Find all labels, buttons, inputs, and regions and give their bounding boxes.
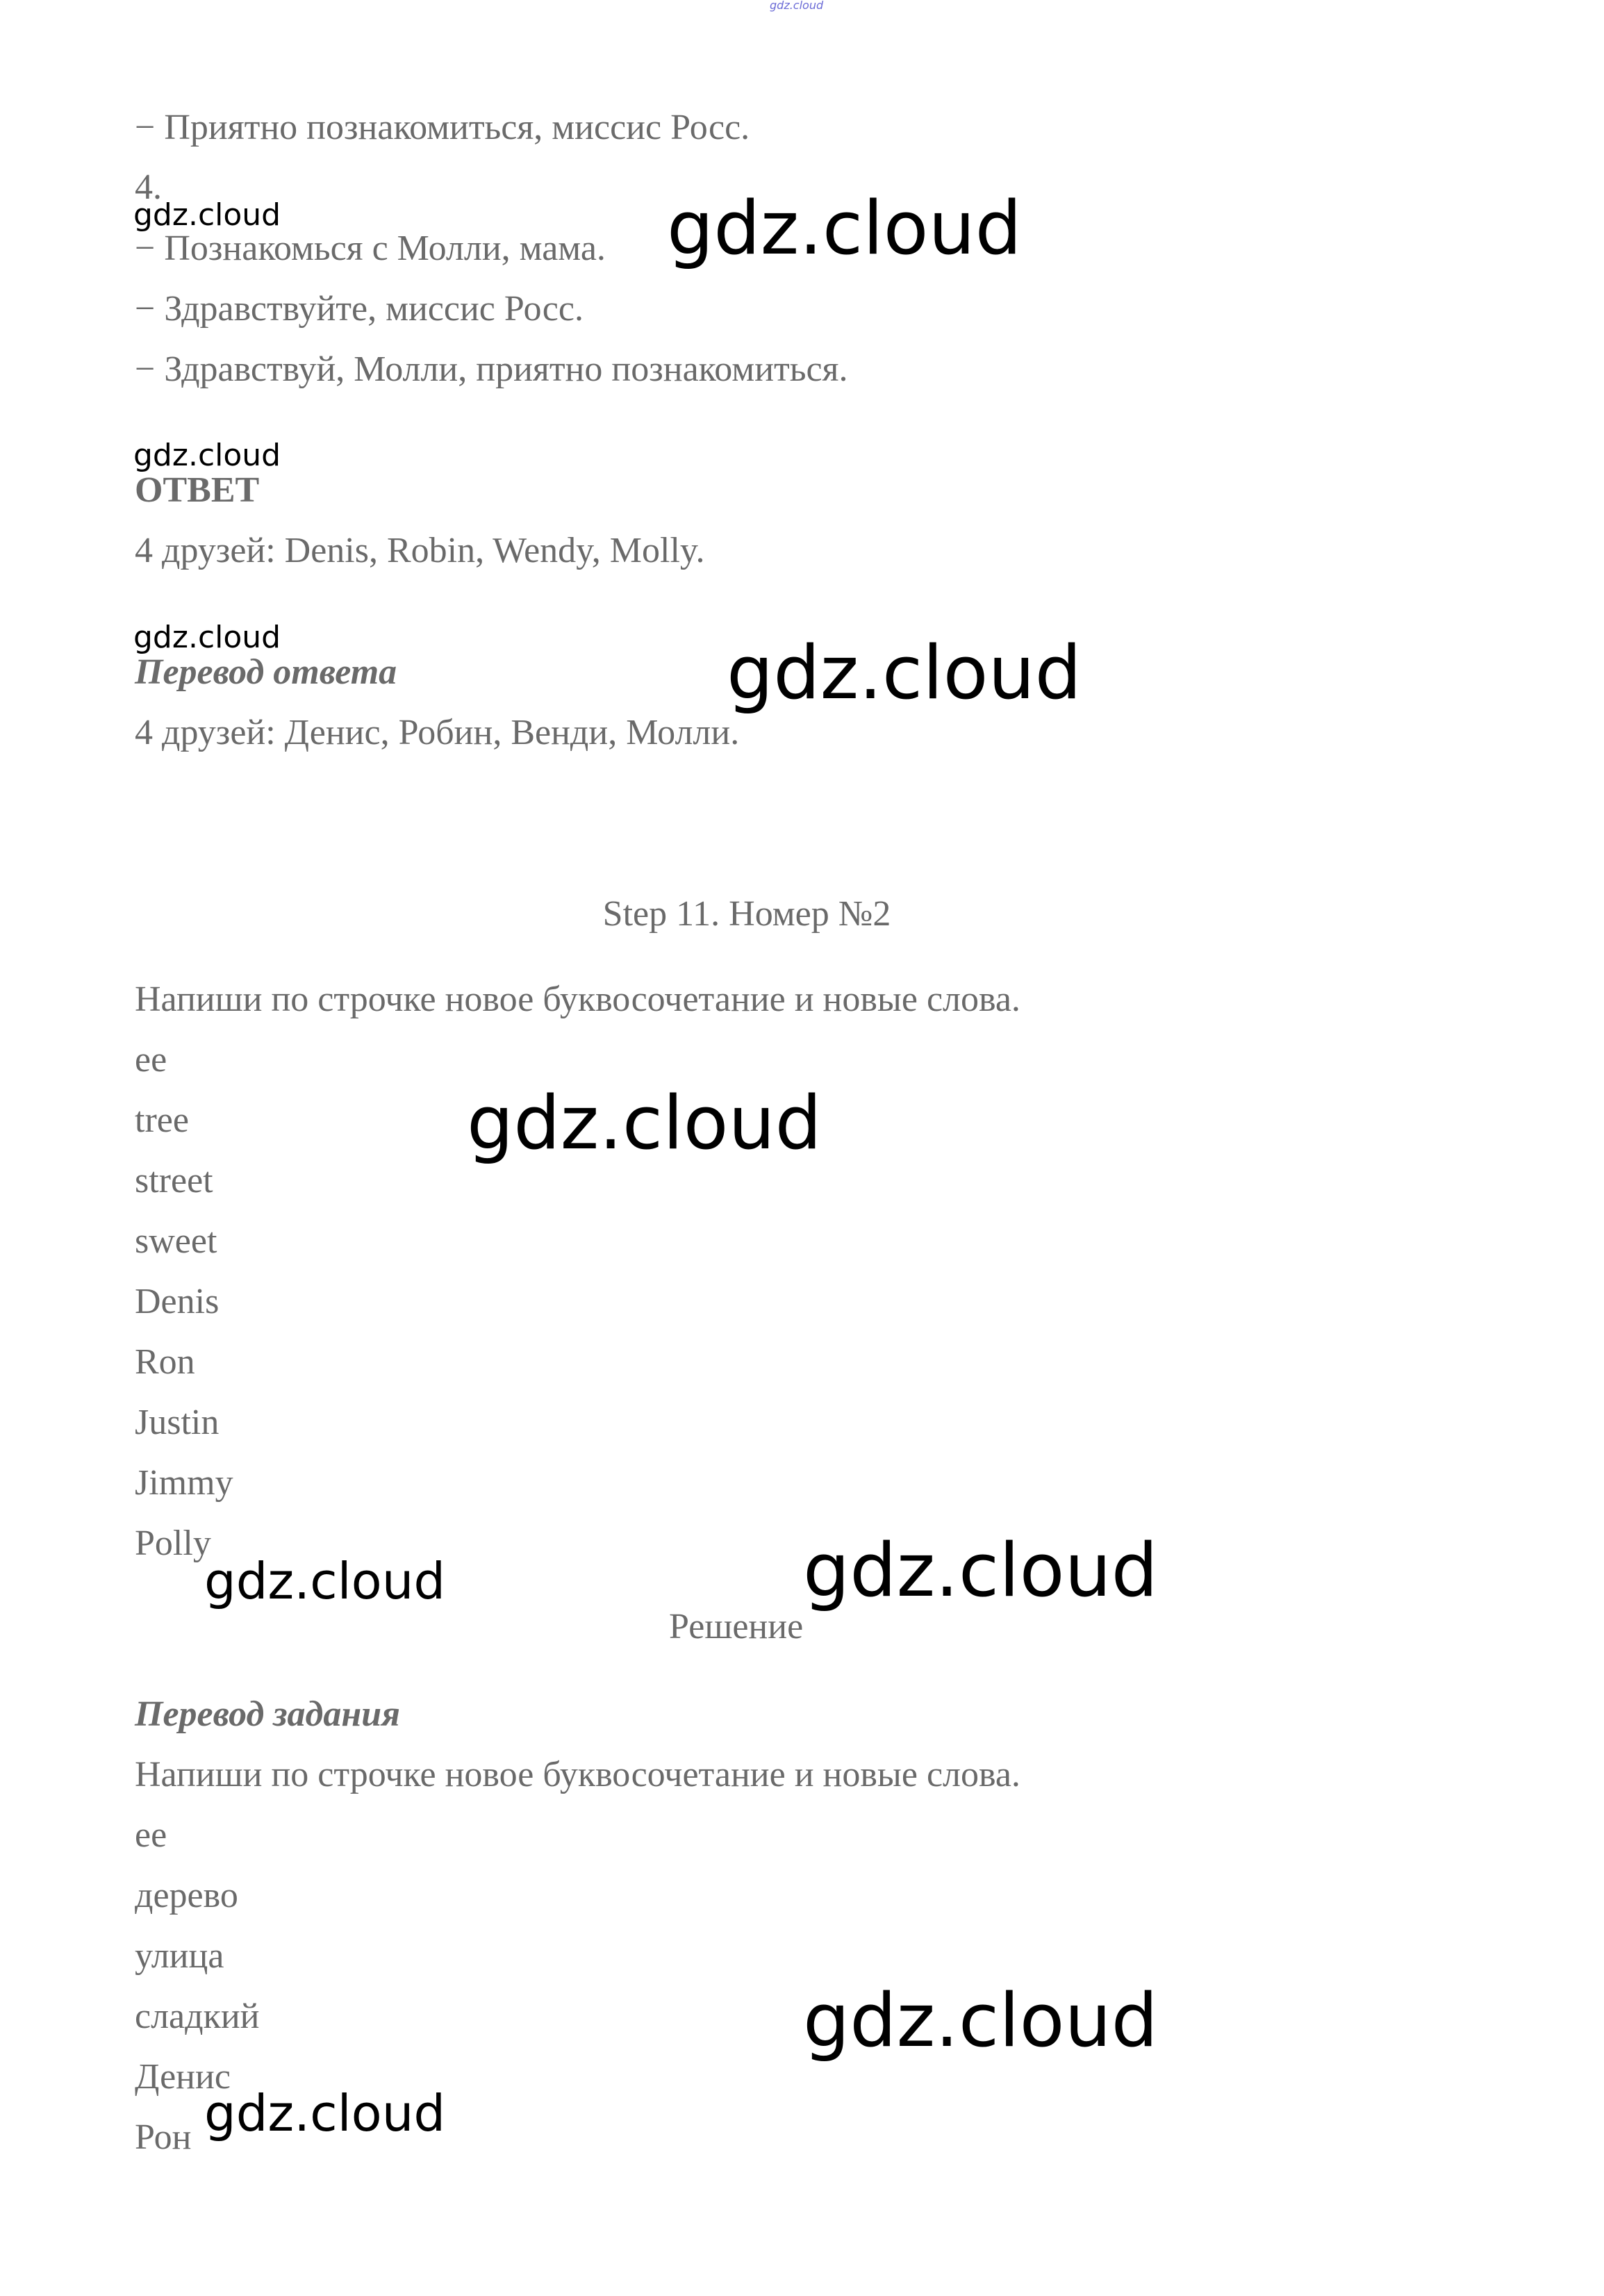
answer-translation-text: 4 друзей: Денис, Робин, Венди, Молли.: [135, 713, 740, 752]
word-item: Ron: [135, 1342, 195, 1382]
word-translation-item: дерево: [135, 1876, 238, 1915]
watermark-text: gdz.cloud: [133, 197, 281, 233]
task-instruction: Напиши по строчке новое буквосочетание и новые слова.: [135, 980, 1020, 1019]
answer-translation-heading: Перевод ответа: [135, 652, 397, 692]
word-item: Justin: [135, 1403, 220, 1442]
task-title: Step 11. Номер №2: [602, 894, 891, 934]
word-item: Denis: [135, 1282, 220, 1321]
watermark-text: gdz.cloud: [667, 185, 1022, 271]
dialogue-line: − Приятно познакомиться, миссис Росс.: [135, 108, 750, 147]
word-item: sweet: [135, 1221, 217, 1261]
word-item: Polly: [135, 1523, 211, 1563]
task-translation-heading: Перевод задания: [135, 1694, 400, 1734]
word-translation-item: Рон: [135, 2117, 192, 2157]
word-translation-item: ee: [135, 1815, 167, 1855]
word-item: Jimmy: [135, 1463, 233, 1503]
answer-heading: ОТВЕТ: [135, 470, 260, 510]
dialogue-line: − Познакомься с Молли, мама.: [135, 229, 606, 268]
dialogue-line: − Здравствуйте, миссис Росс.: [135, 289, 584, 329]
word-translation-item: улица: [135, 1936, 224, 1976]
task-translation-instruction: Напиши по строчке новое буквосочетание и новые слова.: [135, 1755, 1020, 1794]
watermark-text: gdz.cloud: [727, 630, 1082, 716]
word-item: street: [135, 1161, 213, 1200]
watermark-text: gdz.cloud: [204, 1552, 446, 1610]
watermark-text: gdz.cloud: [467, 1080, 822, 1166]
item-number: 4.: [135, 167, 162, 207]
dialogue-line: − Здравствуй, Молли, приятно познакомиться.: [135, 349, 848, 389]
watermark-text: gdz.cloud: [803, 1978, 1158, 2063]
word-item: tree: [135, 1100, 189, 1140]
answer-text: 4 друзей: Denis, Robin, Wendy, Molly.: [135, 531, 705, 570]
watermark-text: gdz.cloud: [803, 1528, 1158, 1613]
watermark-text: gdz.cloud: [133, 620, 281, 655]
top-watermark: gdz.cloud: [770, 0, 824, 12]
watermark-text: gdz.cloud: [204, 2084, 446, 2142]
word-translation-item: Денис: [135, 2057, 231, 2097]
solution-heading: Решение: [669, 1607, 804, 1646]
word-item: ee: [135, 1040, 167, 1080]
watermark-text: gdz.cloud: [133, 438, 281, 473]
word-translation-item: сладкий: [135, 1997, 260, 2036]
